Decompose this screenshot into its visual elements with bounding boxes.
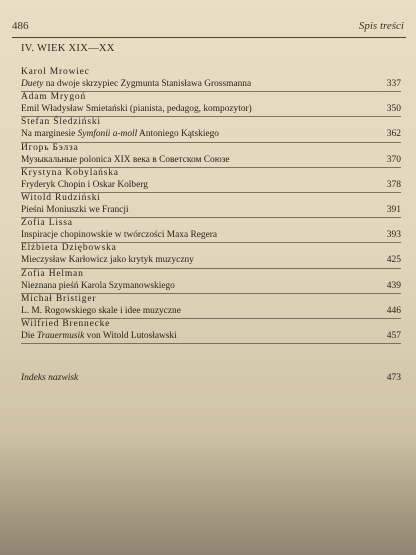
header-rule: [12, 37, 406, 38]
entry-author: Игорь Бэлза: [21, 142, 79, 153]
entry-title: [21, 255, 194, 265]
entry-title: [21, 281, 175, 291]
entry-title-part: Trauermusik: [36, 330, 85, 341]
entry-title-part: von Witold Lutosławski: [84, 330, 177, 341]
toc-entry: [21, 67, 401, 92]
section-heading: IV. WIEK XIX—XX: [21, 43, 115, 54]
toc-entry: [21, 117, 401, 142]
entry-title-part: na dwoje skrzypiec Zygmunta Stanisława Grossmanna: [43, 79, 252, 89]
entry-title: [21, 230, 217, 240]
entry-title-part: L. M. Rogowskiego skale i idee muzyczne: [21, 305, 181, 316]
toc-entry: [21, 143, 401, 168]
entry-author: Stefan Śledziński: [21, 117, 101, 128]
toc-entry: [21, 218, 401, 243]
entry-author: Zofia Lissa: [21, 218, 73, 229]
index-page: 473: [386, 373, 401, 383]
entry-title-part: Fryderyk Chopin i Oskar Kolberg: [21, 179, 148, 190]
toc-entries: [21, 67, 401, 344]
entry-title: [21, 331, 177, 341]
toc-entry: [21, 193, 401, 218]
entry-title-part: Symfonii a-moll: [77, 129, 138, 140]
toc-entry: [21, 294, 401, 319]
toc-entry: [21, 243, 401, 268]
entry-page: 393: [386, 230, 401, 241]
entry-title-part: Mieczysław Karłowicz jako krytyk muzyczny: [21, 255, 194, 266]
entry-author: Adam Mrygoń: [21, 92, 87, 103]
entry-page: 439: [386, 280, 401, 291]
entry-page: 370: [386, 154, 401, 165]
entry-author: Zofia Helman: [21, 268, 84, 279]
entry-author: Karol Mrowiec: [21, 67, 90, 77]
toc-entry: [21, 92, 401, 117]
entry-title-part: Duety: [21, 79, 44, 89]
toc-entry: [21, 269, 401, 294]
entry-page: 378: [386, 179, 401, 190]
entry-author: Witold Rudziński: [21, 192, 101, 203]
entry-title-part: Na marginesie: [21, 129, 78, 140]
entry-title-part: Nieznana pieśń Karola Szymanowskiego: [21, 280, 175, 291]
toc-entry: [21, 319, 401, 344]
entry-page: 457: [386, 330, 401, 341]
entry-title: [21, 155, 230, 165]
toc-entry: [21, 168, 401, 193]
entry-title-part: Emil Władysław Śmietański (pianista, pedagog, kompozytor): [21, 104, 252, 115]
index-label: Indeks nazwisk: [21, 373, 79, 383]
entry-title-part: Die: [21, 330, 37, 341]
page-number: 486: [12, 20, 29, 32]
entry-author: Wilfried Brennecke: [21, 318, 111, 329]
page-header: [0, 20, 416, 36]
entry-author: Elżbieta Dziębowska: [21, 243, 117, 254]
entry-title: [21, 306, 181, 316]
entry-page: 337: [386, 79, 401, 89]
entry-title-part: Inspiracje chopinowskie w twórczości Maxa Regera: [21, 230, 218, 241]
running-title: Spis treści: [358, 20, 404, 32]
index-entry: [21, 373, 401, 387]
entry-title-part: Музыкальные polonica XIX века в Советском Союзе: [21, 154, 230, 165]
entry-title-part: Antoniego Kątskiego: [137, 129, 219, 140]
entry-title: [21, 79, 251, 89]
entry-page: 350: [386, 104, 401, 115]
entry-page: 362: [386, 129, 401, 140]
entry-title: [21, 104, 252, 114]
entry-title-part: Pieśni Moniuszki we Francji: [21, 204, 129, 215]
entry-rule: [21, 343, 401, 344]
entry-page: 425: [386, 255, 401, 266]
entry-page: 391: [386, 204, 401, 215]
entry-author: Krystyna Kobylańska: [21, 167, 119, 178]
entry-title: [21, 129, 219, 139]
entry-title: [21, 180, 148, 190]
entry-author: Michał Bristiger: [21, 293, 97, 304]
entry-title: [21, 205, 129, 215]
entry-page: 446: [386, 305, 401, 316]
